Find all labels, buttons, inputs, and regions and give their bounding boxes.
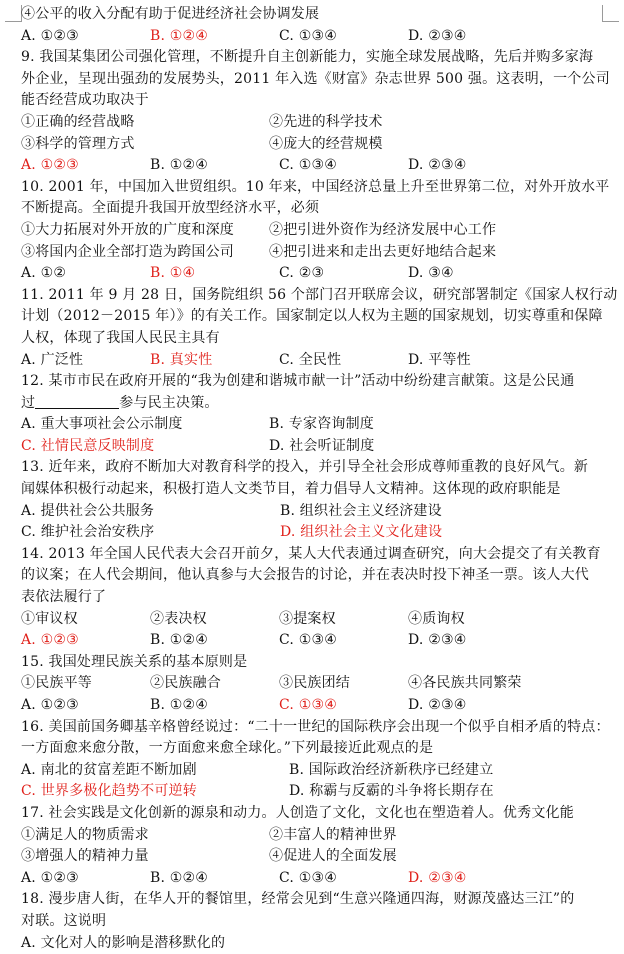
text-line bbox=[21, 695, 619, 717]
question-text-body bbox=[21, 4, 619, 954]
text-line bbox=[21, 134, 619, 156]
line-text: 人权，体现了我国人民民主具有 bbox=[21, 329, 220, 346]
text-line bbox=[21, 781, 619, 803]
text-line bbox=[21, 760, 619, 782]
text-line bbox=[21, 285, 619, 307]
line-text: 表依法履行了 bbox=[21, 589, 107, 606]
answer-option: B. 国际政治经济新秩序已经建立 bbox=[289, 761, 494, 778]
answer-option: ④质询权 bbox=[408, 610, 465, 627]
text-line bbox=[21, 328, 619, 350]
text-line bbox=[21, 350, 619, 372]
answer-option: D. 平等性 bbox=[408, 351, 471, 368]
answer-option: D. ②③④ bbox=[408, 157, 467, 174]
line-text: 的议案；在人代会期间，他认真参与大会报告的讨论，并在表决时投下神圣一票。该人大代 bbox=[21, 567, 589, 584]
answer-option: C. ②③ bbox=[279, 265, 325, 282]
line-text: 17. 社会实践是文化创新的源泉和动力。人创造了文化，文化也在塑造着人。优秀文化能 bbox=[21, 804, 574, 821]
answer-option: ④各民族共同繁荣 bbox=[408, 675, 522, 692]
crop-mark-top-left bbox=[5, 5, 22, 22]
answer-option: C. ①③④ bbox=[279, 869, 337, 886]
text-line bbox=[21, 868, 619, 890]
answer-option: A. ①②③ bbox=[21, 869, 79, 886]
answer-option: C. 维护社会治安秩序 bbox=[21, 524, 155, 541]
line-text: 不断提高。全面提升我国开放型经济水平，必须 bbox=[21, 200, 320, 217]
answer-option: C. 全民性 bbox=[279, 351, 342, 368]
answer-option: A. ①②③ bbox=[21, 157, 79, 174]
statement-item: ②把引进外资作为经济发展中心工作 bbox=[269, 221, 497, 238]
statement-item: ④把引进来和走出去更好地结合起来 bbox=[269, 243, 497, 260]
text-line bbox=[21, 522, 619, 544]
text-line bbox=[21, 738, 619, 760]
answer-option: C. 世界多极化趋势不可逆转 bbox=[21, 783, 197, 800]
statement-item: C. 社情民意反映制度 bbox=[21, 437, 155, 454]
answer-option: D. 组织社会主义文化建设 bbox=[280, 524, 443, 541]
answer-option: A. 提供社会公共服务 bbox=[21, 502, 155, 519]
line-text: 15. 我国处理民族关系的基本原则是 bbox=[21, 653, 248, 670]
statement-item: ③科学的管理方式 bbox=[21, 135, 135, 152]
answer-option: B. ①②④ bbox=[150, 869, 209, 886]
answer-option: C. ①③④ bbox=[279, 632, 337, 649]
answer-option: C. ①③④ bbox=[279, 27, 337, 44]
answer-option: D. ②③④ bbox=[408, 27, 467, 44]
answer-option: ③民族团结 bbox=[279, 675, 350, 692]
text-line bbox=[21, 414, 619, 436]
line-text-before-blank: 过 bbox=[21, 394, 36, 411]
text-line bbox=[21, 47, 619, 69]
text-line bbox=[21, 717, 619, 739]
answer-option: ②表决权 bbox=[150, 610, 207, 627]
text-line bbox=[21, 911, 619, 933]
answer-option: D. ③④ bbox=[408, 265, 454, 282]
line-text: 9. 我国某集团公司强化管理，不断提升自主创新能力，实施全球发展战略，先后并购多家海 bbox=[21, 49, 594, 66]
text-line bbox=[21, 803, 619, 825]
text-line bbox=[21, 544, 619, 566]
answer-option: B. 组织社会主义经济建设 bbox=[280, 502, 442, 519]
text-line bbox=[21, 436, 619, 458]
text-line bbox=[21, 825, 619, 847]
text-line bbox=[21, 306, 619, 328]
statement-item: ①大力拓展对外开放的广度和深度 bbox=[21, 221, 234, 238]
statement-item: ④庞大的经营规模 bbox=[269, 135, 383, 152]
text-line bbox=[21, 155, 619, 177]
statement-item: B. 专家咨询制度 bbox=[269, 416, 374, 433]
line-text-after-blank: 参与民主决策。 bbox=[119, 394, 219, 411]
line-text: ④公平的收入分配有助于促进经济社会协调发展 bbox=[21, 6, 320, 22]
line-text: 一方面愈来愈分散，一方面愈来愈全球化。”下列最接近此观点的是 bbox=[21, 740, 434, 757]
answer-option: B. ①④ bbox=[150, 265, 196, 282]
line-text: 13. 近年来，政府不断加大对教育科学的投入，并引导全社会形成尊师重教的良好风气。新 bbox=[21, 459, 589, 476]
answer-option: C. ①③④ bbox=[279, 157, 337, 174]
text-line bbox=[21, 501, 619, 523]
statement-item: A. 重大事项社会公示制度 bbox=[21, 416, 183, 433]
line-text: 18. 漫步唐人街，在华人开的餐馆里，经常会见到“生意兴隆通四海，财源茂盛达三江”的 bbox=[21, 891, 575, 908]
answer-option: ①民族平等 bbox=[21, 675, 92, 692]
answer-option: C. ①③④ bbox=[279, 697, 337, 713]
text-line bbox=[21, 4, 619, 26]
line-text: 14. 2013 年全国人民代表大会召开前夕，某人大代表通过调查研究，向大会提交了有关教育 bbox=[21, 545, 601, 562]
answer-option: ③提案权 bbox=[279, 610, 336, 627]
fill-in-blank bbox=[35, 394, 119, 409]
statement-item: ②丰富人的精神世界 bbox=[269, 826, 397, 843]
line-text: 计划（2012－2015 年）》的有关工作。国家制定以人权为主题的国家规划，切实尊重和保障 bbox=[21, 308, 603, 325]
text-line bbox=[21, 630, 619, 652]
answer-option: D. ②③④ bbox=[408, 632, 467, 649]
text-line bbox=[21, 565, 619, 587]
answer-option: D. 称霸与反霸的斗争将长期存在 bbox=[289, 783, 494, 800]
text-line bbox=[21, 198, 619, 220]
text-line bbox=[21, 479, 619, 501]
text-line bbox=[21, 846, 619, 868]
answer-option: A. ①②③ bbox=[21, 697, 79, 713]
text-line bbox=[21, 371, 619, 393]
line-text: 11. 2011 年 9 月 28 日，国务院组织 56 个部门召开联席会议，研究部署制定《国家人权行动 bbox=[21, 286, 618, 303]
text-line bbox=[21, 26, 619, 48]
answer-option: ①审议权 bbox=[21, 610, 78, 627]
statement-item: D. 社会听证制度 bbox=[269, 437, 375, 454]
text-line bbox=[21, 220, 619, 242]
text-line bbox=[21, 587, 619, 609]
text-line bbox=[21, 263, 619, 285]
statement-item: ①满足人的物质需求 bbox=[21, 826, 149, 843]
answer-option: B. ①②④ bbox=[150, 157, 209, 174]
line-text: A. 文化对人的影响是潜移默化的 bbox=[21, 934, 226, 951]
answer-option: B. 真实性 bbox=[150, 351, 213, 368]
line-text: 12. 某市市民在政府开展的“我为创建和谐城市献一计”活动中纷纷建言献策。这是公民通 bbox=[21, 373, 575, 390]
answer-option: A. ①②③ bbox=[21, 632, 79, 649]
text-line bbox=[21, 609, 619, 631]
text-line bbox=[21, 112, 619, 134]
text-line bbox=[21, 177, 619, 199]
answer-option: D. ②③④ bbox=[408, 697, 467, 713]
text-line bbox=[21, 393, 619, 415]
text-line bbox=[21, 652, 619, 674]
text-line bbox=[21, 673, 619, 695]
line-text: 外企业，呈现出强劲的发展势头，2011 年入选《财富》杂志世界 500 强。这表明，一个公司 bbox=[21, 70, 610, 87]
statement-item: ③增强人的精神力量 bbox=[21, 848, 149, 865]
answer-option: A. 南北的贫富差距不断加剧 bbox=[21, 761, 197, 778]
line-text: 闻媒体积极行动起来，积极打造人文类节目，着力倡导人文精神。这体现的政府职能是 bbox=[21, 481, 561, 498]
text-line bbox=[21, 242, 619, 264]
statement-item: ②先进的科学技术 bbox=[269, 113, 383, 130]
text-line bbox=[21, 889, 619, 911]
answer-option: B. ①②④ bbox=[150, 632, 209, 649]
answer-option: D. ②③④ bbox=[408, 869, 467, 886]
line-text: 能否经营成功取决于 bbox=[21, 92, 149, 109]
text-line bbox=[21, 90, 619, 112]
text-line bbox=[21, 933, 619, 954]
statement-item: ④促进人的全面发展 bbox=[269, 848, 397, 865]
answer-option: B. ①②④ bbox=[150, 27, 209, 44]
statement-item: ③将国内企业全部打造为跨国公司 bbox=[21, 243, 234, 260]
text-line bbox=[21, 69, 619, 91]
answer-option: A. ①② bbox=[21, 265, 67, 282]
answer-option: ②民族融合 bbox=[150, 675, 221, 692]
answer-option: B. ①②④ bbox=[150, 697, 209, 713]
line-text: 10. 2001 年，中国加入世贸组织。10 年来，中国经济总量上升至世界第二位，对外开放水平 bbox=[21, 178, 610, 195]
line-text: 对联。这说明 bbox=[21, 912, 107, 929]
answer-option: A. ①②③ bbox=[21, 27, 79, 44]
answer-option: A. 广泛性 bbox=[21, 351, 84, 368]
text-line bbox=[21, 457, 619, 479]
line-text: 16. 美国前国务卿基辛格曾经说过：“二十一世纪的国际秩序会出现一个似乎自相矛盾的特点： bbox=[21, 718, 610, 735]
statement-item: ①正确的经营战略 bbox=[21, 113, 135, 130]
